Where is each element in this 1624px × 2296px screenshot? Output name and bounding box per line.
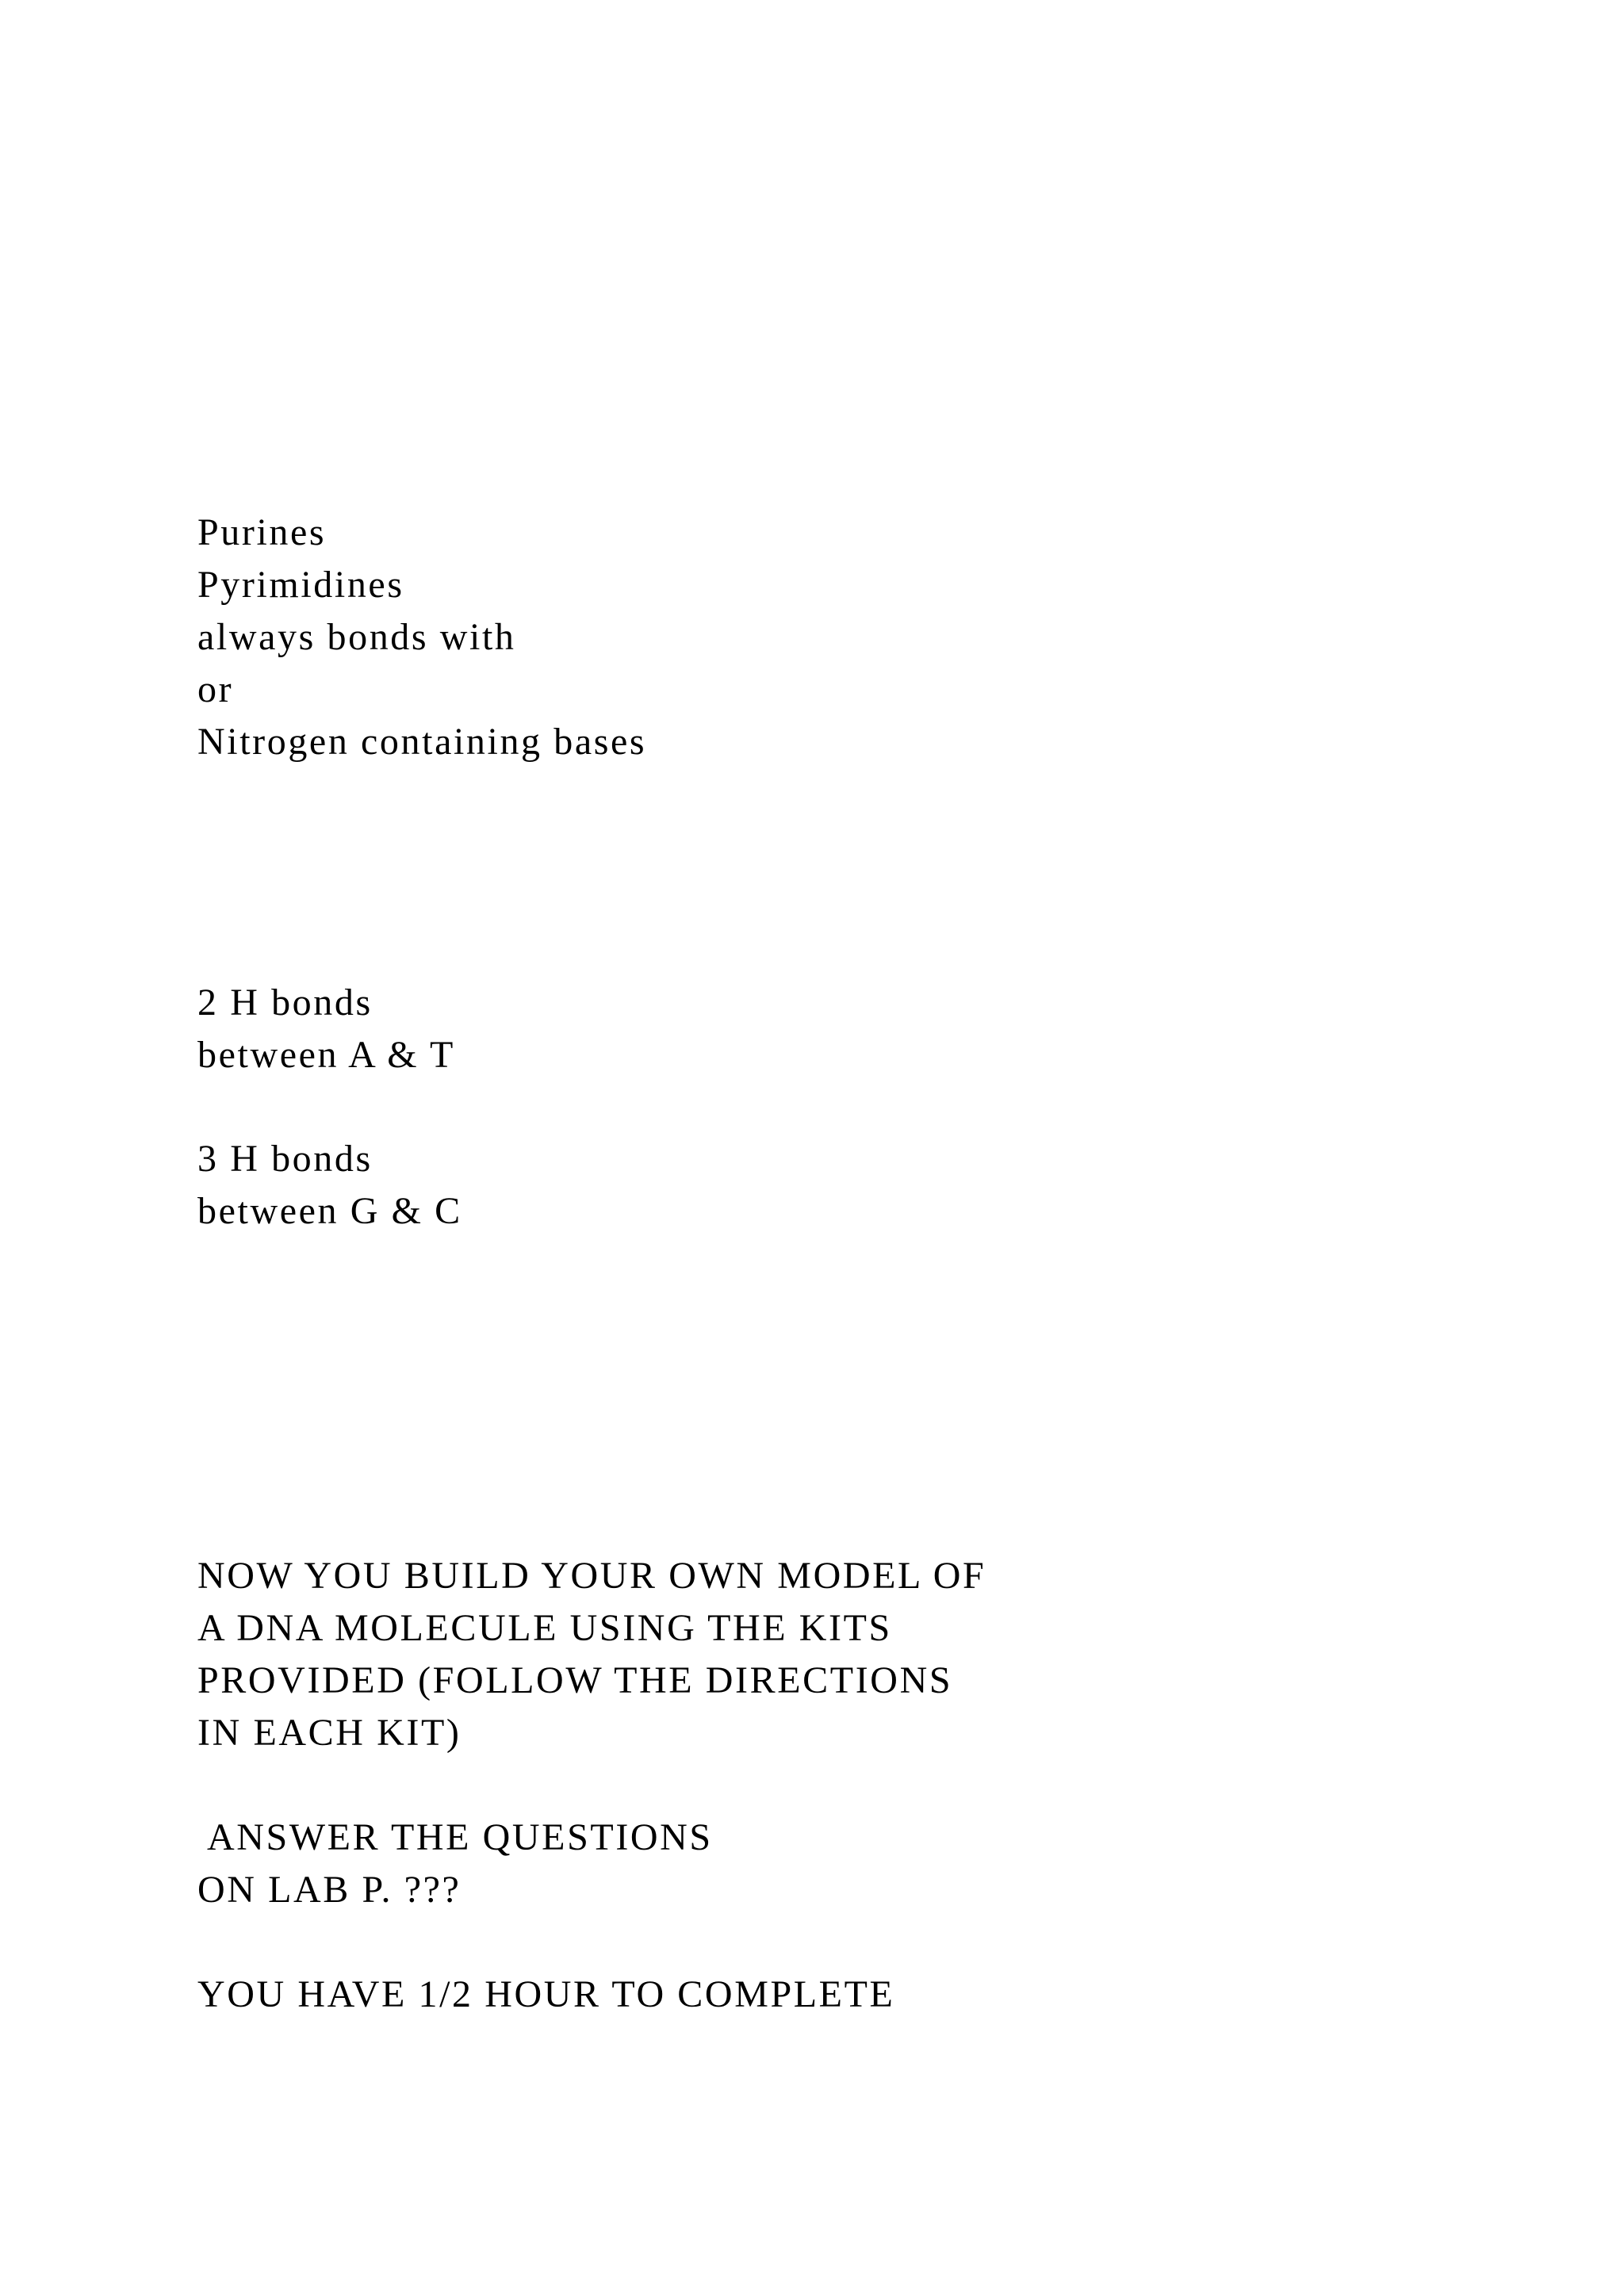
build-instruction-line: IN EACH KIT) [197, 1712, 462, 1754]
purines-label: Purines [197, 511, 327, 553]
gc-bond-pair: between G & C [197, 1190, 462, 1232]
pyrimidines-label: Pyrimidines [197, 564, 404, 606]
answer-instruction-line: ON LAB P. ??? [197, 1869, 462, 1911]
build-instruction-line: NOW YOU BUILD YOUR OWN MODEL OF [197, 1555, 986, 1597]
time-limit-line: YOU HAVE 1/2 HOUR TO COMPLETE [197, 1973, 895, 2015]
always-bonds-with-label: always bonds with [197, 616, 516, 658]
nitrogen-bases-label: Nitrogen containing bases [197, 721, 647, 763]
build-instruction-line: A DNA MOLECULE USING THE KITS [197, 1607, 892, 1649]
build-instruction-line: PROVIDED (FOLLOW THE DIRECTIONS [197, 1659, 953, 1701]
or-label: or [197, 668, 234, 710]
at-bond-count: 2 H bonds [197, 982, 373, 1024]
gc-bond-count: 3 H bonds [197, 1138, 373, 1180]
answer-instruction-line: ANSWER THE QUESTIONS [197, 1816, 713, 1858]
at-bond-pair: between A & T [197, 1034, 455, 1076]
